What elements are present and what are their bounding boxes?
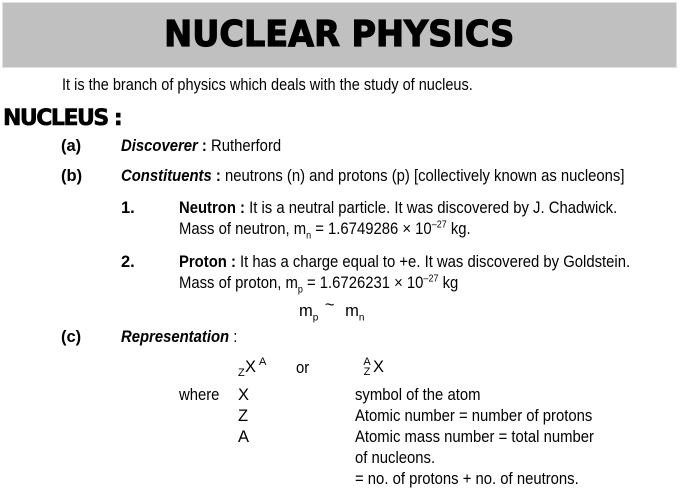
mass-relation: $m_p$ ~ $m_n$: [299, 296, 365, 324]
proton-mass: Mass of proton, $m_p = 1.6726231 \times 10^{-27}$ kg: [179, 273, 459, 296]
term-proton: Proton :: [179, 253, 236, 271]
constituents-value: neutrons (n) and protons (p) [collectively known as nucleons]: [224, 167, 625, 185]
section-heading: NUCLEUS :: [3, 106, 122, 131]
item-marker-b: (b): [61, 167, 83, 185]
definition-symbol: X: [238, 386, 250, 404]
where-label: where: [179, 386, 220, 404]
subitem-marker-2: 2.: [121, 253, 135, 271]
subitem-marker-1: 1.: [121, 199, 135, 217]
term-constituents: Constituents: [121, 167, 212, 185]
proton-description: Proton : It has a charge equal to +e. It was discovered by Goldstein.: [179, 253, 631, 271]
item-c-content: Representation :: [121, 328, 238, 346]
page-title: NUCLEAR PHYSICS: [164, 14, 515, 55]
title-banner: [2, 2, 677, 68]
neutron-mass: Mass of neutron, $m_n = 1.6749286 \times 10^{-27}$ kg.: [179, 219, 471, 242]
item-marker-c: (c): [61, 328, 82, 346]
definition-text: Atomic mass number = total number: [355, 428, 594, 446]
discoverer-value: Rutherford: [210, 137, 282, 155]
approx-symbol: ~: [324, 296, 335, 314]
definition-text: Atomic number = number of protons: [355, 407, 593, 425]
definition-text: = no. of protons + no. of neutrons.: [355, 470, 579, 488]
item-a-content: Discoverer : Rutherford: [121, 137, 282, 155]
definition-symbol: Z: [238, 407, 249, 425]
definition-symbol: A: [238, 428, 250, 446]
definition-text: of nucleons.: [355, 449, 436, 467]
notation-or: or: [296, 359, 310, 377]
definition-text: symbol of the atom: [355, 386, 481, 404]
term-neutron: Neutron :: [179, 199, 245, 217]
term-discoverer: Discoverer: [121, 137, 198, 155]
term-representation: Representation: [121, 328, 230, 346]
item-b-content: Constituents : neutrons (n) and protons (p) [collectively known as nucleons]: [121, 167, 625, 185]
neutron-description: Neutron : It is a neutral particle. It was discovered by J. Chadwick.: [179, 199, 618, 217]
intro-paragraph: It is the branch of physics which deals with the study of nucleus.: [62, 76, 473, 94]
item-marker-a: (a): [61, 137, 82, 155]
